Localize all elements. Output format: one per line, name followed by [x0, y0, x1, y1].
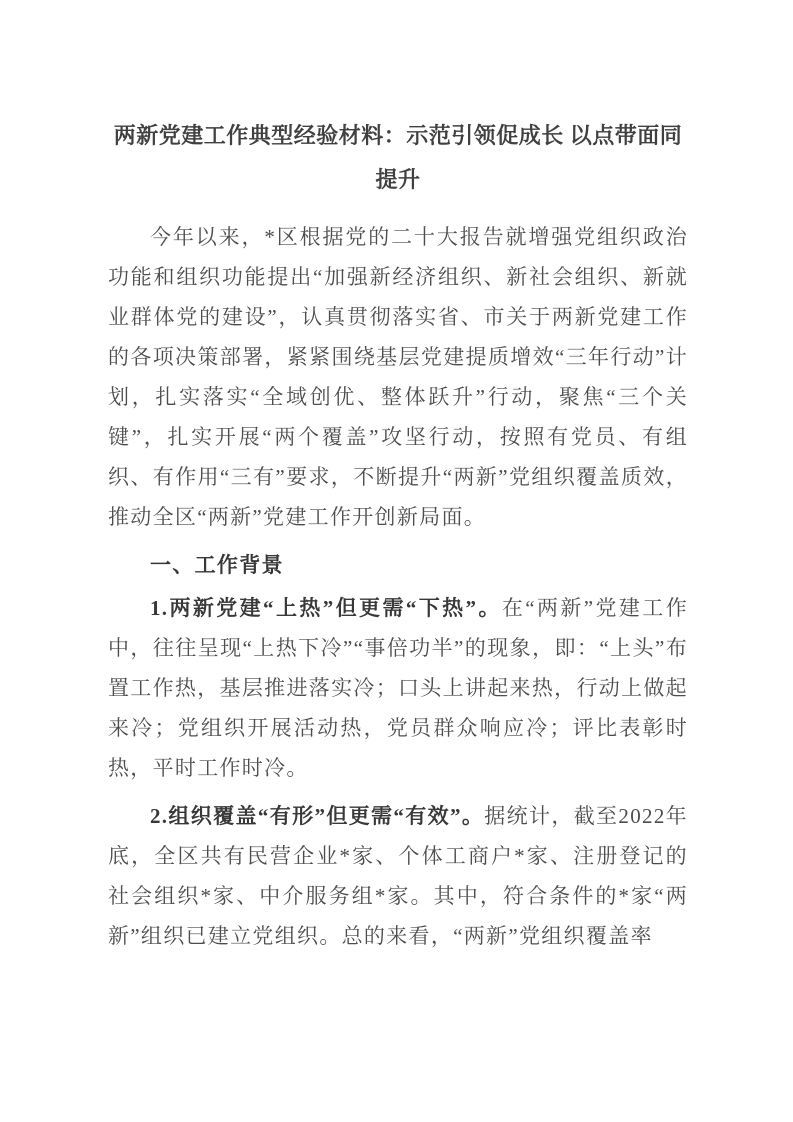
body-paragraph [108, 796, 688, 956]
bold-text-run: 一、工作背景 [150, 553, 284, 577]
bold-text-run: 1.两新党建“上热”但更需“下热”。 [150, 596, 502, 620]
document-body [108, 217, 688, 956]
body-paragraph [108, 217, 688, 537]
text-run: 在“两新”党建工作中，往往呈现“上热下冷”“事倍功半”的现象，即：“上头”布置工作热，基层推进落实冷；口头上讲起来热，行动上做起来冷；党组织开展活动热，党员群众响应冷；评比表彰时热，平时工作时冷。 [108, 596, 689, 780]
body-paragraph [108, 588, 688, 788]
text-run: 今年以来，*区根据党的二十大报告就增强党组织政治功能和组织功能提出“加强新经济组织、新社会组织、新就业群体党的建设”，认真贯彻落实省、市关于两新党建工作的各项决策部署，紧紧围绕基层党建提质增效“三年行动”计划，扎实落实“全域创优、整体跃升”行动，聚焦“三个关键”，扎实开展“两个覆盖”攻坚行动，按照有党员、有组织、有作用“三有”要求，不断提升“两新”党组织覆盖质效，推动全区“两新”党建工作开创新局面。 [108, 225, 688, 529]
bold-text-run: 2.组织覆盖“有形”但更需“有效”。 [150, 804, 485, 828]
document-title-line1: 两新党建工作典型经验材料：示范引领促成长 以点带面同 [113, 123, 683, 148]
section-heading [108, 545, 688, 585]
text-run: 据统计，截至2022年底，全区共有民营企业*家、个体工商户*家、注册登记的社会组织*家、中介服务组*家。其中，符合条件的*家“两新”组织已建立党组织。总的来看，“两新”党组织覆盖率 [108, 804, 688, 948]
document-title-line2: 提升 [375, 167, 421, 192]
document-title [108, 114, 688, 202]
